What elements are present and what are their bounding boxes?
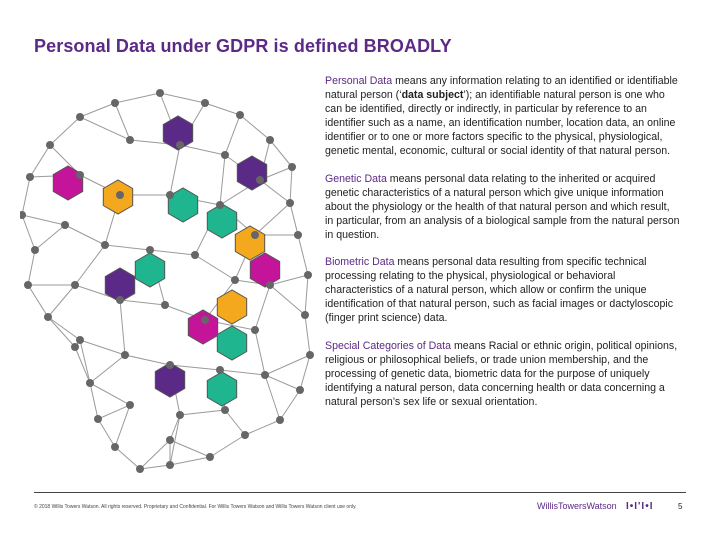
network-node (126, 136, 134, 144)
brand-wordmark: WillisTowersWatson (537, 501, 617, 511)
network-edge (90, 383, 130, 405)
network-node (71, 343, 79, 351)
head-network-graphic (20, 85, 320, 475)
network-edge (305, 275, 308, 315)
network-edge (225, 115, 240, 155)
definition-biometric-data (325, 255, 680, 325)
network-node (166, 461, 174, 469)
green-hexagon-icon (217, 326, 246, 360)
network-node (288, 163, 296, 171)
network-edge (280, 390, 300, 420)
definition-text: means personal data relating to the inherited or acquired genetic characteristics of a natural person which give unique information about the physiology or the health of that natural person and which result, in particular, from an analysis of a biological sample from the natural person in question. (325, 172, 680, 241)
network-edge (180, 145, 225, 155)
network-node (231, 276, 239, 284)
network-node (46, 141, 54, 149)
network-node (61, 221, 69, 229)
definition-text: ’); an identifiable natural person is one who can be identified, directly or indirectly, in particular by reference to an identifier such as a name, an identification number, location data, an online identifier or to one or more factors specific to the physical, physiological, genetic mental, economic, cultural or social identity of that natural person. (325, 89, 676, 158)
network-node (296, 386, 304, 394)
magenta-hexagon-icon (53, 166, 82, 200)
network-edge (140, 440, 170, 469)
network-node (161, 301, 169, 309)
network-edge (125, 355, 170, 365)
network-node (266, 136, 274, 144)
network-edge (255, 330, 265, 375)
network-edge (22, 215, 65, 225)
network-node (121, 351, 129, 359)
network-edge (98, 405, 130, 419)
network-node (251, 231, 259, 239)
network-edge (170, 440, 210, 457)
network-edge (240, 115, 270, 140)
brand-logo-icon: I•I'I•I (626, 501, 654, 512)
network-node (86, 379, 94, 387)
network-node (201, 316, 209, 324)
emphasis-data-subject: data subject (401, 89, 464, 102)
network-edge (160, 93, 205, 103)
network-edge (265, 375, 300, 390)
network-node (156, 89, 164, 97)
network-edge (255, 285, 270, 330)
definition-text: means any information relating to an identified or identifiable natural person (‘ (325, 75, 678, 102)
network-edge (298, 235, 308, 275)
network-edge (305, 315, 310, 355)
network-node (266, 281, 274, 289)
network-edge (115, 93, 160, 103)
network-edge (225, 410, 245, 435)
footer-divider (34, 492, 686, 493)
network-node (111, 99, 119, 107)
purple-hexagon-icon (237, 156, 266, 190)
network-edge (290, 167, 292, 203)
definition-text: means Racial or ethnic origin, political opinions, religious or philosophical beliefs, or trade union membership, and the processing of genetic data, biometric data for the purpose of uniquely identifying a natural person, data concerning health or data concerning a natural person’s sex life or sexual orientation. (325, 339, 678, 408)
network-edge (80, 103, 115, 117)
network-edge (170, 415, 180, 440)
network-edge (140, 465, 170, 469)
copyright-notice: © 2018 Willis Towers Watson. All rights reserved. Proprietary and Confidential. For Willis Towers Watson and Willis Towers Watson client use only. (34, 504, 357, 510)
network-node (166, 361, 174, 369)
definition-personal-data (325, 74, 680, 159)
network-edge (265, 355, 310, 375)
network-edge (90, 355, 125, 383)
green-hexagon-icon (207, 372, 236, 406)
network-edge (75, 245, 105, 285)
network-node (191, 251, 199, 259)
network-node (256, 176, 264, 184)
page-number: 5 (678, 502, 683, 511)
network-edge (300, 355, 310, 390)
network-edge (35, 225, 65, 250)
definition-genetic-data (325, 172, 680, 242)
network-node (176, 141, 184, 149)
network-node (26, 173, 34, 181)
network-node (116, 191, 124, 199)
network-node (261, 371, 269, 379)
network-edge (98, 419, 115, 447)
network-edge (30, 145, 50, 177)
network-edge (195, 255, 235, 280)
network-edge (270, 285, 305, 315)
network-node (44, 313, 52, 321)
network-edge (170, 145, 180, 195)
network-node (251, 326, 259, 334)
network-edge (80, 340, 125, 355)
network-edge (180, 410, 225, 415)
term-genetic-data: Genetic Data (325, 172, 387, 185)
network-edge (265, 375, 280, 420)
network-node (301, 311, 309, 319)
network-edge (105, 245, 150, 250)
network-node (76, 336, 84, 344)
network-edge (50, 117, 80, 145)
network-node (206, 453, 214, 461)
network-edge (270, 140, 292, 167)
network-node (31, 246, 39, 254)
network-node (241, 431, 249, 439)
network-node (166, 191, 174, 199)
network-node (166, 436, 174, 444)
network-node (221, 406, 229, 414)
head-network-icon (20, 85, 320, 475)
page-title: Personal Data under GDPR is defined BROADLY (34, 36, 452, 56)
network-edge (22, 177, 30, 215)
network-node (76, 113, 84, 121)
network-edge (205, 103, 240, 115)
network-node (94, 415, 102, 423)
network-edge (245, 420, 280, 435)
network-edge (290, 203, 298, 235)
magenta-hexagon-icon (250, 253, 279, 287)
network-node (176, 411, 184, 419)
network-node (306, 351, 314, 359)
network-edge (260, 180, 290, 203)
network-edge (65, 225, 105, 245)
network-node (236, 111, 244, 119)
green-hexagon-icon (207, 204, 236, 238)
term-personal-data: Personal Data (325, 75, 393, 87)
network-edge (120, 300, 125, 355)
network-node (24, 281, 32, 289)
definitions-panel (325, 74, 680, 422)
network-edge (28, 250, 35, 285)
network-node (286, 199, 294, 207)
network-node (216, 201, 224, 209)
network-node (146, 246, 154, 254)
network-node (304, 271, 312, 279)
network-node (276, 416, 284, 424)
network-edge (255, 203, 290, 235)
network-edge (28, 285, 48, 317)
network-edge (120, 300, 165, 305)
network-node (221, 151, 229, 159)
green-hexagon-icon (135, 253, 164, 287)
network-edge (170, 457, 210, 465)
network-edge (115, 405, 130, 447)
orange-hexagon-icon (217, 290, 246, 324)
network-edge (48, 285, 75, 317)
network-node (20, 211, 26, 219)
network-node (76, 171, 84, 179)
network-node (71, 281, 79, 289)
term-biometric-data: Biometric Data (325, 256, 395, 269)
network-node (216, 366, 224, 374)
network-edge (48, 317, 75, 347)
network-node (136, 465, 144, 473)
network-edge (90, 383, 98, 419)
network-edge (22, 215, 35, 250)
network-edge (150, 250, 195, 255)
network-node (201, 99, 209, 107)
network-edge (210, 435, 245, 457)
definition-special-categories (325, 339, 680, 409)
network-node (116, 296, 124, 304)
network-edge (220, 155, 225, 205)
network-edge (48, 317, 80, 340)
network-node (294, 231, 302, 239)
network-node (126, 401, 134, 409)
network-node (101, 241, 109, 249)
network-edge (115, 447, 140, 469)
orange-hexagon-icon (235, 226, 264, 260)
network-node (111, 443, 119, 451)
term-special-categories: Special Categories of Data (325, 339, 452, 352)
definition-text: means personal data resulting from specific technical processing relating to the physical, physiological or behavioral characteristics of a natural person, which allow or confirm the unique identification of that natural person, such as facial images or dactyloscopic (finger print science) data. (325, 256, 674, 325)
